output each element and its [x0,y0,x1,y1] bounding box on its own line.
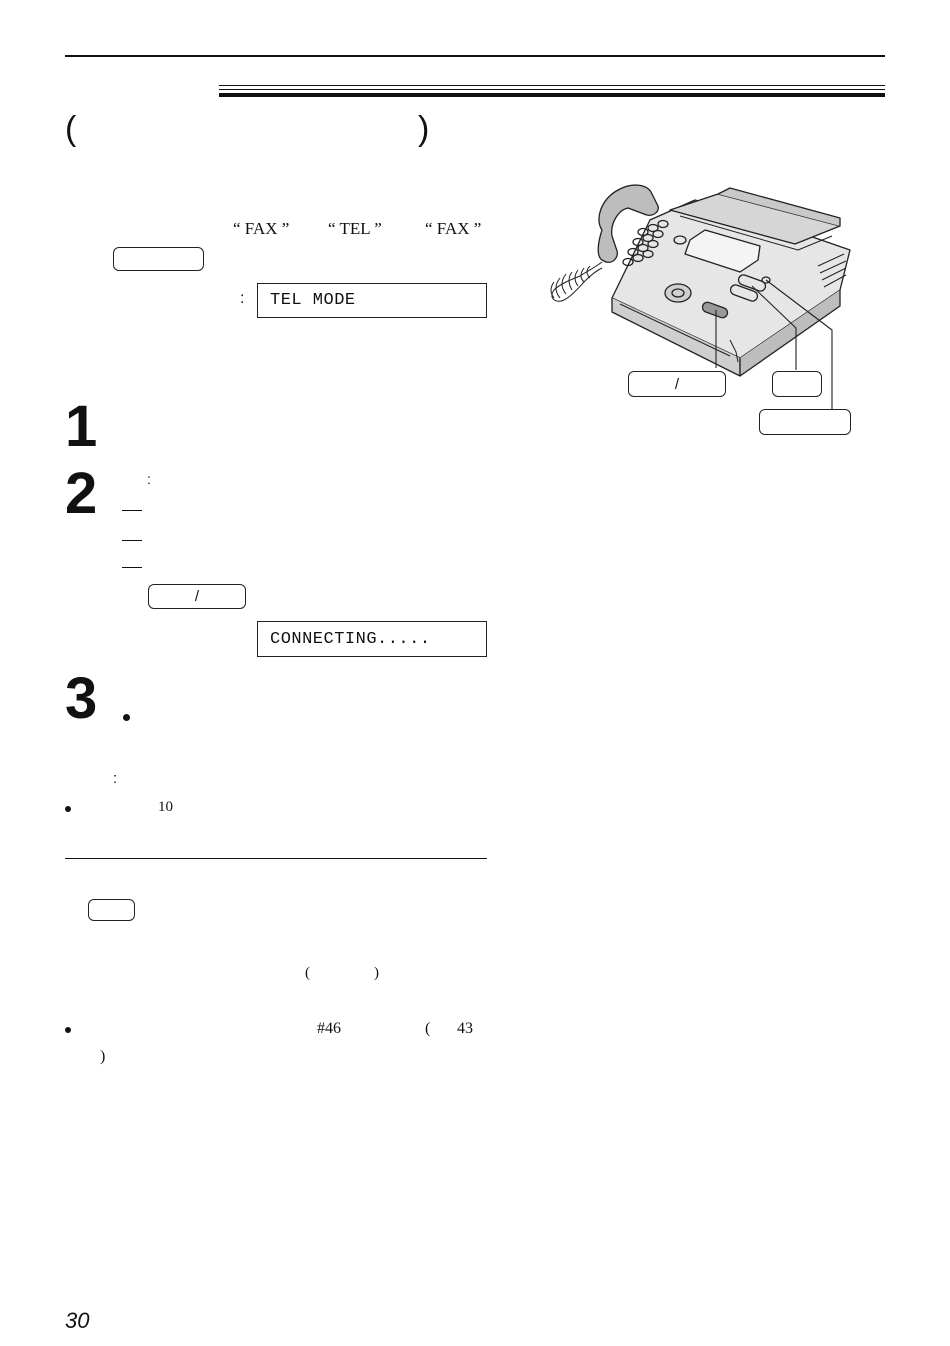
title-rule-thin-2 [219,89,885,90]
header-top-rule [65,55,885,57]
note-value-10: 10 [158,799,173,815]
quote-fax-2: “ FAX ” [425,219,482,238]
quote-fax-1: “ FAX ” [233,219,290,238]
callout-start-copy-set: / [628,371,726,397]
callout-stop [772,371,822,397]
quote-tel: “ TEL ” [328,219,382,238]
fax-machine-illustration [540,180,860,440]
section2-bullet [65,1027,71,1033]
callout-fax-auto-answer [759,409,851,435]
fax-handset-cord [552,262,602,301]
section-divider [65,858,487,859]
note-bullet [65,806,71,812]
step-2-dash-3 [122,567,142,568]
section2-feature-code: #46 [317,1020,341,1037]
note-colon: : [113,770,118,787]
fax-navigator-dial [665,284,691,302]
section2-ref-page: 43 [457,1020,473,1037]
step-3-number: 3 [65,666,98,731]
page-number: 30 [65,1308,90,1333]
step-3-dot [123,714,130,721]
title-rule-thin-1 [219,85,885,86]
step-2-dash-2 [122,540,142,541]
display-colon: : [240,290,245,307]
section2-ref-paren-open: ( [425,1020,431,1037]
section2-paren-open: ( [305,965,310,981]
title-rule-thick [219,93,885,97]
section2-ref-paren-close: ) [100,1048,106,1065]
title-open-paren: ( [65,110,77,148]
fax-auto-answer-key [113,247,204,271]
section2-paren-close: ) [374,965,379,981]
title-close-paren: ) [418,110,430,148]
display-connecting: CONNECTING..... [257,621,487,657]
stop-key [88,899,135,921]
step-2-colon: : [147,471,151,487]
display-tel-mode: TEL MODE [257,283,487,318]
step-1-number: 1 [65,394,98,459]
step-2-dash-1 [122,510,142,511]
start-copy-set-key: / [148,584,246,609]
step-2-number: 2 [65,461,98,526]
